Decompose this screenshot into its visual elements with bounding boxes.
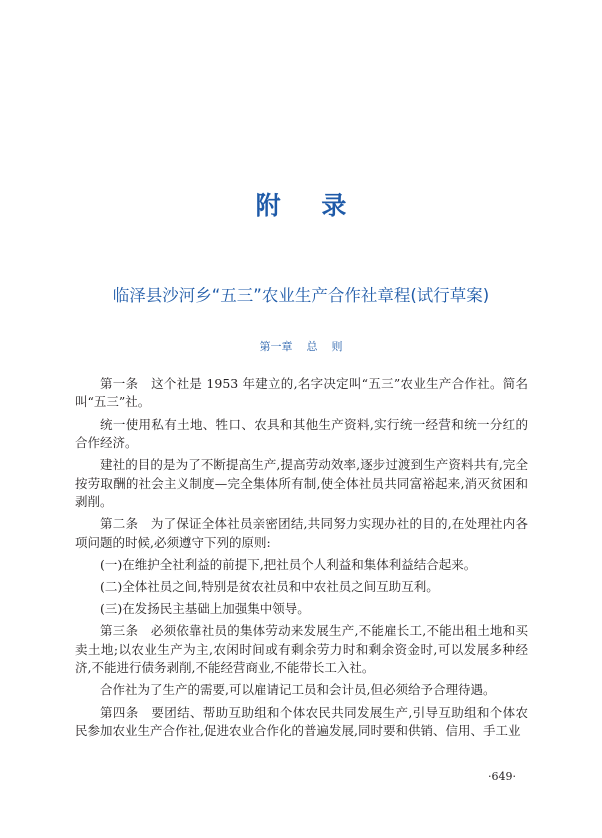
paragraph: 合作社为了生产的需要,可以雇请记工员和会计员,但必须给予合理待遇。: [100, 682, 496, 698]
document-body: [75, 375, 528, 744]
document-title: 临泽县沙河乡“五三”农业生产合作社章程(试行草案): [112, 286, 490, 305]
paragraph: (三)在发扬民主基础上加强集中领导。: [100, 601, 310, 617]
paragraph: 第三条 必须依靠社员的集体劳动来发展生产,不能雇长工,不能出租土地和买卖土地;以农业生产为主,农闲时间或有剩余劳力时和剩余资金时,可以发展多种经济,不能进行债务剥削,不能经营商业,不能带长工入社。: [75, 623, 528, 676]
paragraph: 建社的目的是为了不断提高生产,提高劳动效率,逐步过渡到生产资料共有,完全按劳取酬的社会主义制度—完全集体所有制,使全体社员共同富裕起来,消灭贫困和剥削。: [75, 457, 528, 510]
chapter-heading: 第一章 总 则: [259, 340, 343, 353]
paragraph: (二)全体社员之间,特别是贫农社员和中农社员之间互助互利。: [100, 579, 439, 595]
paragraph: 第二条 为了保证全体社员亲密团结,共同努力实现办社的目的,在处理社内各项问题的时候,必须遵守下列的原则:: [75, 516, 528, 550]
page-number: ·649·: [488, 770, 516, 783]
paragraph: 第四条 要团结、帮助互助组和个体农民共同发展生产,引导互助组和个体农民参加农业生产合作社,促进农业合作化的普遍发展,同时要和供销、信用、手工业: [75, 704, 528, 739]
appendix-heading: 附 录: [255, 191, 363, 220]
paragraph: (一)在维护全社利益的前提下,把社员个人利益和集体利益结合起来。: [100, 556, 477, 572]
paragraph: 统一使用私有土地、牲口、农具和其他生产资料,实行统一经营和统一分红的合作经济。: [75, 416, 528, 451]
paragraph: 第一条 这个社是 1953 年建立的,名字决定叫“五三”农业生产合作社。简名叫“五三”社。: [75, 376, 528, 410]
